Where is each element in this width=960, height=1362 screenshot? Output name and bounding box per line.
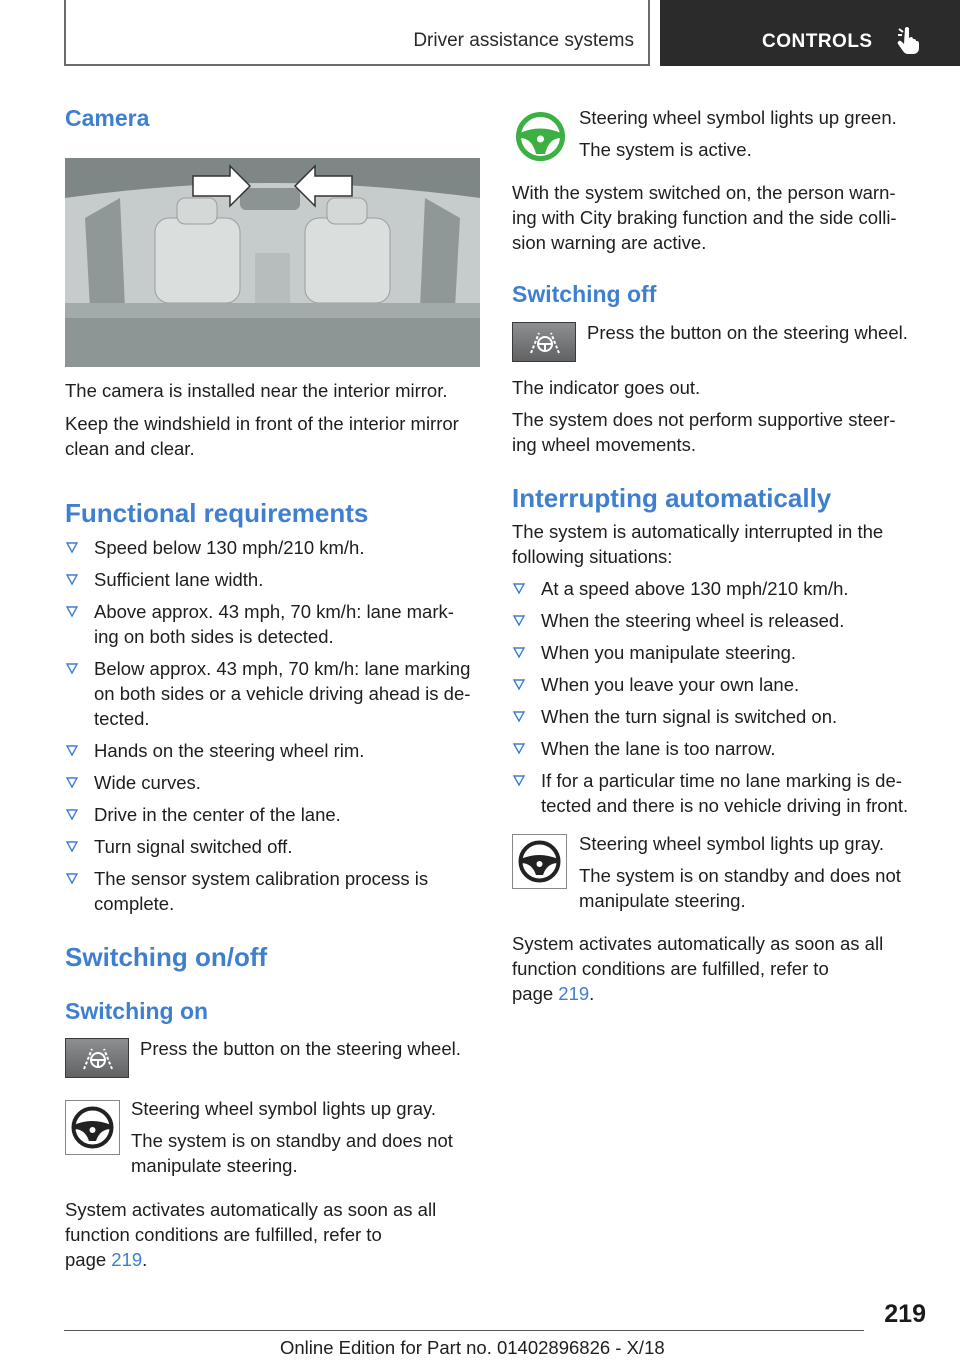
list-item: If for a particular time no lane marking is de‐ tected and there is no vehicle driving in front. bbox=[512, 768, 908, 818]
camera-paragraph-2-line-1: Keep the windshield in front of the interior mirror bbox=[65, 413, 459, 434]
list-item: At a speed above 130 mph/210 km/h. bbox=[512, 576, 849, 601]
lane-assist-button-icon bbox=[512, 322, 576, 362]
switch-off-press-text: Press the button on the steering wheel. bbox=[587, 322, 908, 343]
switching-on-off-heading: Switching on/off bbox=[65, 942, 268, 972]
left-gray-line-3: manipulate steering. bbox=[131, 1155, 298, 1176]
off-paragraph-1: The indicator goes out. bbox=[512, 377, 701, 398]
triangle-bullet-icon bbox=[512, 581, 526, 595]
with-on-line-2: ing with City braking function and the side colli‐ bbox=[512, 207, 897, 228]
left-page-ref: page 219. bbox=[65, 1249, 148, 1270]
hand-pointer-icon bbox=[896, 26, 922, 54]
header-section-box bbox=[64, 0, 650, 66]
steering-assist-icon bbox=[66, 1039, 130, 1079]
footer-divider bbox=[64, 1330, 864, 1331]
right-gray-line-3: manipulate steering. bbox=[579, 890, 746, 911]
list-item: When the turn signal is switched on. bbox=[512, 704, 837, 729]
list-item: When the lane is too narrow. bbox=[512, 736, 775, 761]
off-paragraph-2-line-2: ing wheel movements. bbox=[512, 434, 697, 455]
left-gray-line-2: The system is on standby and does not bbox=[131, 1130, 453, 1151]
functional-requirements-heading: Functional requirements bbox=[65, 498, 369, 528]
list-item: Drive in the center of the lane. bbox=[65, 802, 341, 827]
left-auto-line-2: function conditions are fulfilled, refer to bbox=[65, 1224, 382, 1245]
triangle-bullet-icon bbox=[512, 613, 526, 627]
list-item: Hands on the steering wheel rim. bbox=[65, 738, 364, 763]
switching-on-heading: Switching on bbox=[65, 998, 209, 1024]
with-on-line-1: With the system switched on, the person warn‐ bbox=[512, 182, 896, 203]
section-title: Driver assistance systems bbox=[413, 30, 634, 51]
right-green-line-1: Steering wheel symbol lights up green. bbox=[579, 107, 897, 128]
right-gray-line-1: Steering wheel symbol lights up gray. bbox=[579, 833, 885, 854]
triangle-bullet-icon bbox=[512, 741, 526, 755]
triangle-bullet-icon bbox=[512, 677, 526, 691]
interrupting-intro-line-1: The system is automatically interrupted in the bbox=[512, 521, 884, 542]
triangle-bullet-icon bbox=[65, 572, 79, 586]
right-green-line-2: The system is active. bbox=[579, 139, 752, 160]
triangle-bullet-icon bbox=[65, 871, 79, 885]
triangle-bullet-icon bbox=[65, 743, 79, 757]
camera-location-photo bbox=[65, 158, 480, 367]
chapter-title: CONTROLS bbox=[762, 31, 873, 52]
list-item: Below approx. 43 mph, 70 km/h: lane marking on both sides or a vehicle driving ahead is de‐ tected. bbox=[65, 656, 470, 731]
switch-on-press-text: Press the button on the steering wheel. bbox=[140, 1038, 461, 1059]
chapter-tab[interactable] bbox=[660, 0, 960, 66]
right-auto-line-1: System activates automatically as soon as all bbox=[512, 933, 884, 954]
camera-paragraph-2-line-2: clean and clear. bbox=[65, 438, 195, 459]
camera-heading: Camera bbox=[65, 105, 150, 131]
triangle-bullet-icon bbox=[65, 540, 79, 554]
switching-off-heading: Switching off bbox=[512, 281, 657, 307]
camera-paragraph-1: The camera is installed near the interior mirror. bbox=[65, 380, 448, 401]
car-interior-illustration bbox=[65, 158, 480, 367]
right-gray-line-2: The system is on standby and does not bbox=[579, 865, 901, 886]
list-item: Wide curves. bbox=[65, 770, 201, 795]
list-item: When you leave your own lane. bbox=[512, 672, 799, 697]
list-item: Above approx. 43 mph, 70 km/h: lane mark‐ ing on both sides is detected. bbox=[65, 599, 454, 649]
triangle-bullet-icon bbox=[65, 604, 79, 618]
right-page-ref: page 219. bbox=[512, 983, 595, 1004]
steering-wheel-gray-icon bbox=[65, 1100, 120, 1155]
triangle-bullet-icon bbox=[512, 773, 526, 787]
with-on-line-3: sion warning are active. bbox=[512, 232, 707, 253]
triangle-bullet-icon bbox=[65, 839, 79, 853]
steering-assist-icon bbox=[513, 323, 577, 363]
triangle-bullet-icon bbox=[65, 775, 79, 789]
steering-wheel-gray-icon bbox=[512, 834, 567, 889]
interrupting-heading: Interrupting automatically bbox=[512, 483, 832, 513]
list-item: Sufficient lane width. bbox=[65, 567, 263, 592]
list-item: The sensor system calibration process is complete. bbox=[65, 866, 428, 916]
edition-text: Online Edition for Part no. 01402896826 - X/18 bbox=[280, 1337, 665, 1358]
triangle-bullet-icon bbox=[65, 807, 79, 821]
off-paragraph-2-line-1: The system does not perform supportive steer‐ bbox=[512, 409, 896, 430]
page-link[interactable]: 219 bbox=[111, 1249, 143, 1270]
list-item: Speed below 130 mph/210 km/h. bbox=[65, 535, 364, 560]
steering-wheel-green-icon bbox=[512, 108, 569, 165]
interrupting-intro-line-2: following situations: bbox=[512, 546, 673, 567]
lane-assist-button-icon bbox=[65, 1038, 129, 1078]
list-item: When you manipulate steering. bbox=[512, 640, 796, 665]
triangle-bullet-icon bbox=[65, 661, 79, 675]
list-item: Turn signal switched off. bbox=[65, 834, 292, 859]
page-number: 219 bbox=[884, 1300, 926, 1328]
triangle-bullet-icon bbox=[512, 645, 526, 659]
left-auto-line-1: System activates automatically as soon as all bbox=[65, 1199, 437, 1220]
list-item: When the steering wheel is released. bbox=[512, 608, 844, 633]
right-auto-line-2: function conditions are fulfilled, refer to bbox=[512, 958, 829, 979]
left-gray-line-1: Steering wheel symbol lights up gray. bbox=[131, 1098, 437, 1119]
page-link[interactable]: 219 bbox=[558, 983, 590, 1004]
triangle-bullet-icon bbox=[512, 709, 526, 723]
